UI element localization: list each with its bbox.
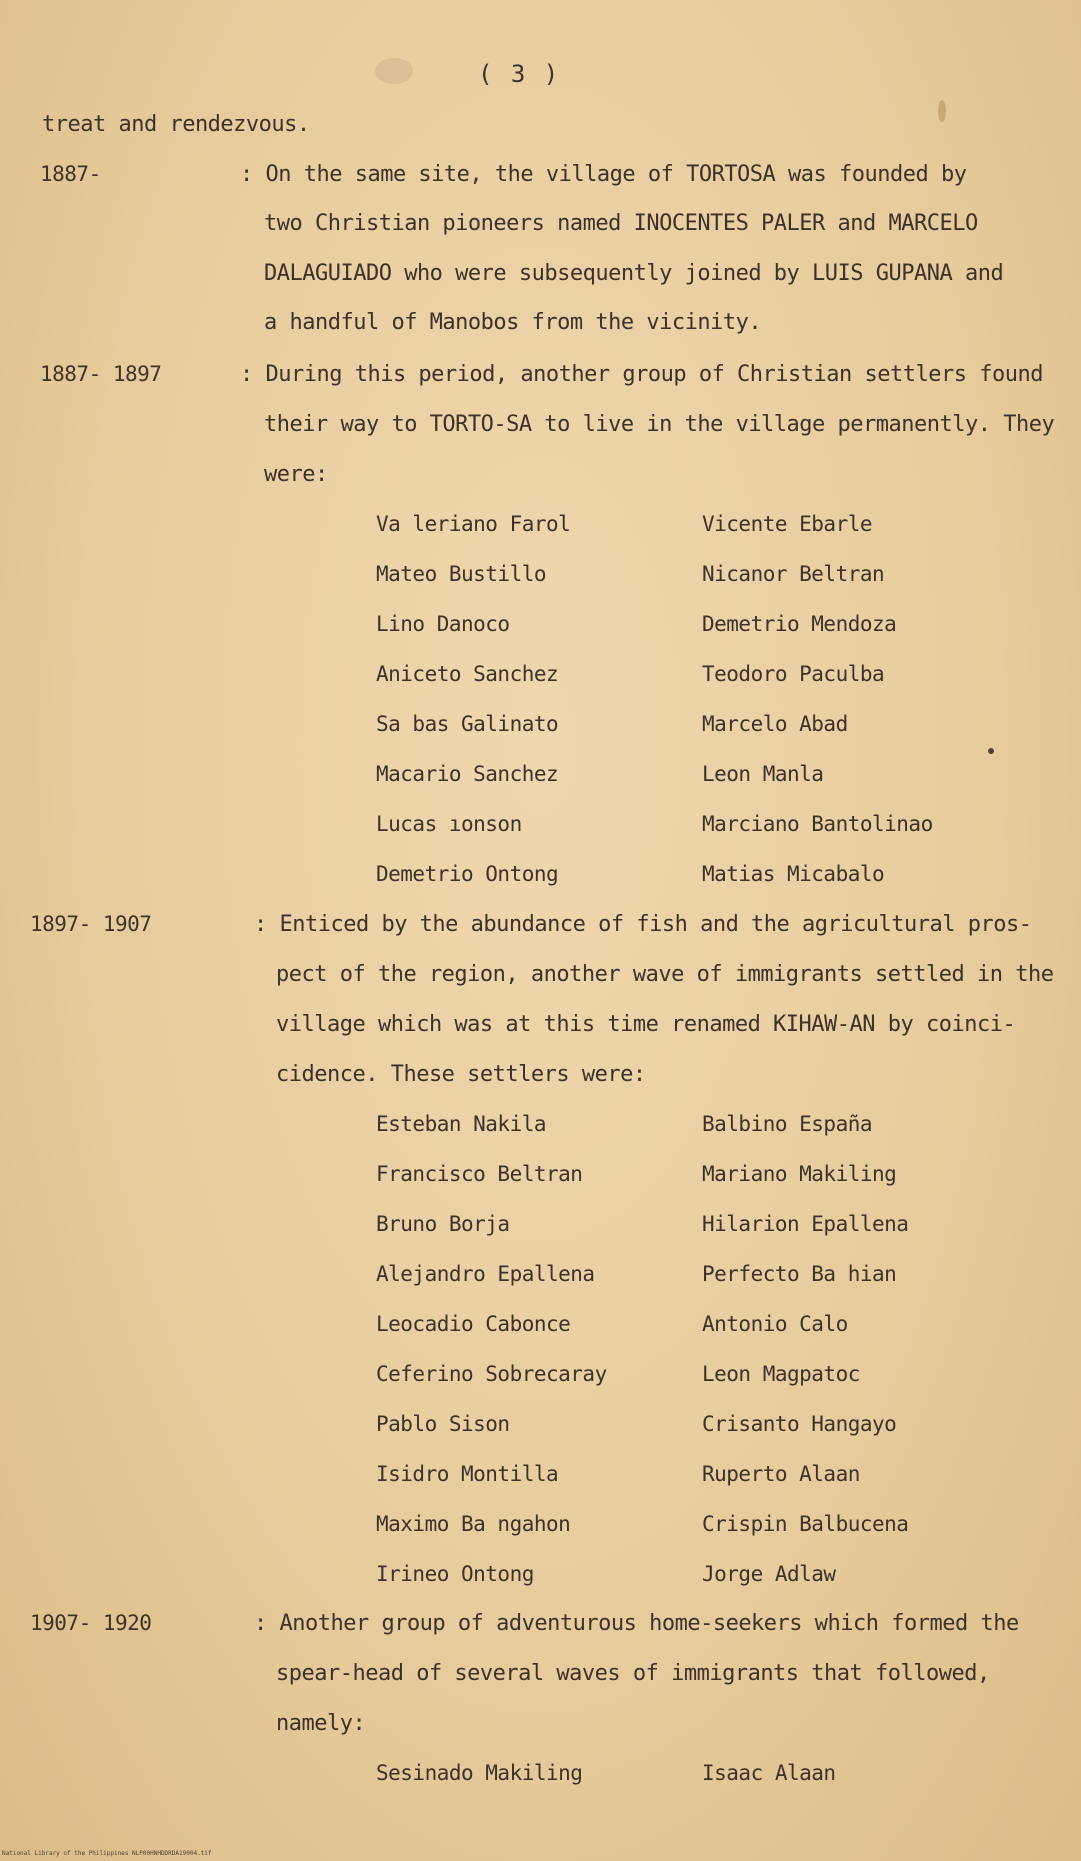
settler-name: Crisanto Hangayo [702, 1412, 897, 1436]
entry-year: 1887- [40, 162, 101, 186]
entry-line: spear-head of several waves of immigrants that followed, [276, 1661, 990, 1686]
settler-name: Francisco Beltran [376, 1162, 583, 1186]
entry-year: 1907- 1920 [30, 1611, 152, 1635]
settler-name: Va leriano Farol [376, 512, 571, 536]
settler-name: Balbino España [702, 1112, 873, 1136]
settler-name: Marcelo Abad [702, 712, 848, 736]
entry-line: : Enticed by the abundance of fish and the agricultural pros- [254, 912, 1032, 937]
settler-name: Vicente Ebarle [702, 512, 873, 536]
page-number: ( 3 ) [478, 60, 561, 88]
settler-name: Leon Magpatoc [702, 1362, 860, 1386]
settler-name: Bruno Borja [376, 1212, 510, 1236]
settler-name: Crispin Balbucena [702, 1512, 909, 1536]
settler-name: Jorge Adlaw [702, 1562, 836, 1586]
settler-name: Hilarion Epallena [702, 1212, 909, 1236]
settler-name: Isidro Montilla [376, 1462, 559, 1486]
entry-line: their way to TORTO-SA to live in the village permanently. They [264, 412, 1055, 437]
settler-name: Esteban Nakila [376, 1112, 547, 1136]
entry-line: a handful of Manobos from the vicinity. [264, 310, 762, 335]
entry-line: were: [264, 462, 328, 487]
entry-year: 1887- 1897 [40, 362, 162, 386]
settler-name: Aniceto Sanchez [376, 662, 559, 686]
settler-name: Antonio Calo [702, 1312, 848, 1336]
settler-name: Leocadio Cabonce [376, 1312, 571, 1336]
settler-name: Pablo Sison [376, 1412, 510, 1436]
settler-name: Mariano Makiling [702, 1162, 897, 1186]
entry-line: two Christian pioneers named INOCENTES PALER and MARCELO [264, 211, 978, 236]
settler-name: Lino Danoco [376, 612, 510, 636]
settler-name: Leon Manla [702, 762, 824, 786]
settler-name: Nicanor Beltran [702, 562, 885, 586]
settler-name: Matias Micabalo [702, 862, 885, 886]
settler-name: Maximo Ba ngahon [376, 1512, 571, 1536]
settler-name: Teodoro Paculba [702, 662, 885, 686]
settler-name: Ruperto Alaan [702, 1462, 860, 1486]
settler-name: Alejandro Epallena [376, 1262, 595, 1286]
settler-name: Irineo Ontong [376, 1562, 534, 1586]
entry-line: : During this period, another group of Christian settlers found [240, 362, 1043, 387]
entry-line: pect of the region, another wave of immigrants settled in the [276, 962, 1054, 987]
intro-line: treat and rendezvous. [42, 112, 310, 137]
entry-line: : On the same site, the village of TORTOSA was founded by [240, 162, 967, 187]
entry-year: 1897- 1907 [30, 912, 152, 936]
settler-name: Demetrio Ontong [376, 862, 559, 886]
settler-name: Marciano Bantolinao [702, 812, 933, 836]
settler-name: Demetrio Mendoza [702, 612, 897, 636]
entry-line: : Another group of adventurous home-seekers which formed the [254, 1611, 1019, 1636]
stain [938, 100, 946, 122]
settler-name: Perfecto Ba hian [702, 1262, 897, 1286]
settler-name: Isaac Alaan [702, 1761, 836, 1785]
entry-line: namely: [276, 1711, 366, 1736]
settler-name: Sa bas Galinato [376, 712, 559, 736]
scan-footer: National Library of the Philippines NLP00HNHDDRDA19004.tif [2, 1850, 212, 1857]
settler-name: Sesinado Makiling [376, 1761, 583, 1785]
settler-name: Ceferino Sobrecaray [376, 1362, 607, 1386]
entry-line: cidence. These settlers were: [276, 1062, 646, 1087]
entry-line: DALAGUIADO who were subsequently joined by LUIS GUPANA and [264, 261, 1004, 286]
entry-line: village which was at this time renamed KIHAW-AN by coinci- [276, 1012, 1016, 1037]
ink-smudge [375, 58, 413, 84]
settler-name: Lucas ıonson [376, 812, 522, 836]
ink-spot [988, 748, 994, 754]
settler-name: Mateo Bustillo [376, 562, 547, 586]
settler-name: Macario Sanchez [376, 762, 559, 786]
